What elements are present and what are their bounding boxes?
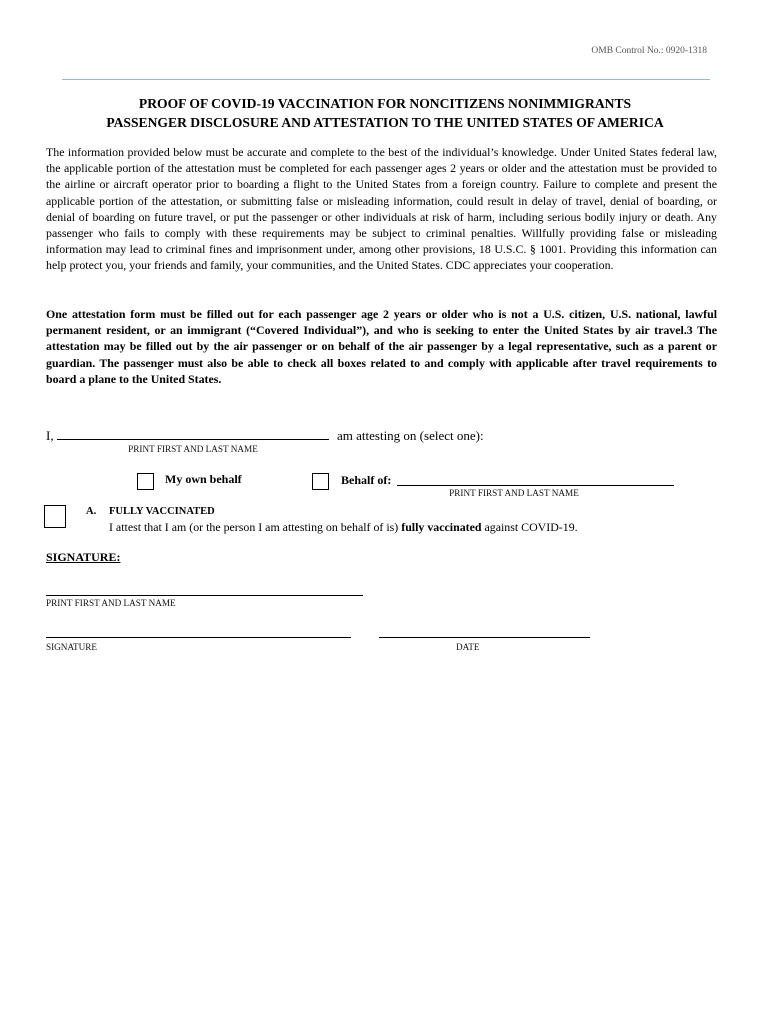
signature-heading: SIGNATURE:	[46, 550, 121, 564]
fully-vaccinated-checkbox[interactable]	[44, 505, 66, 528]
date-caption: DATE	[456, 642, 480, 652]
signature-caption: SIGNATURE	[46, 642, 98, 652]
instructions-paragraph: One attestation form must be filled out for each passenger age 2 years or older who is not a U.S. citizen, U.S. national, lawful permanent resident, or an immigrant (“Covered Individual”), and who is seeking to enter the United States by air travel.3 The attestation may be filled out by the air passenger or on behalf of the air passenger by a legal representative, such as a parent or guardian. The passenger must also be able to check all boxes related to and comply with applicable after travel requirements to board a plane to the United States.	[46, 307, 717, 386]
own-behalf-label: My own behalf	[165, 472, 242, 486]
attester-name-caption: PRINT FIRST AND LAST NAME	[128, 444, 258, 454]
own-behalf-checkbox[interactable]	[137, 473, 154, 490]
behalf-of-checkbox[interactable]	[312, 473, 329, 490]
form-title	[40, 94, 730, 132]
behalf-of-name-field[interactable]	[397, 485, 674, 486]
section-a-heading: FULLY VACCINATED	[109, 506, 215, 517]
form-title-line-1: PROOF OF COVID-19 VACCINATION FOR NONCITIZENS NONIMMIGRANTS	[138, 96, 632, 111]
print-name-caption: PRINT FIRST AND LAST NAME	[46, 598, 176, 608]
header-divider	[62, 79, 710, 80]
intro-paragraph: The information provided below must be accurate and complete to the best of the individual’s knowledge. Under United States federal law, the applicable portion of the attestation must be completed for each passenger ages 2 years or older and the attestation must be provided to the airline or aircraft operator prior to boarding a flight to the United States from a foreign country. Failure to complete and present the applicable portion of the attestation, or submitting false or misleading information, could result in delay of travel, denial of boarding, or denial of boarding on future travel, or put the passenger or other individuals at risk of harm, including serious bodily injury or death. Any passenger who fails to comply with these requirements may be subject to criminal penalties. Willfully providing false or misleading information may lead to criminal fines and imprisonment under, among other provisions, 18 U.S.C. § 1001. Providing this information can help protect you, your friends and family, your communities, and the United States. CDC appreciates your cooperation.	[46, 145, 717, 273]
omb-control-number: OMB Control No.: 0920-1318	[591, 46, 707, 56]
form-title-line-2: PASSENGER DISCLOSURE AND ATTESTATION TO THE UNITED STATES OF AMERICA	[106, 115, 664, 130]
print-name-field[interactable]	[46, 595, 363, 596]
behalf-of-label: Behalf of:	[341, 473, 392, 487]
signature-field[interactable]	[46, 637, 351, 638]
section-a-letter: A.	[86, 506, 97, 517]
date-field[interactable]	[379, 637, 590, 638]
fully-vaccinated-statement	[109, 520, 578, 535]
statement-text-bold: fully vaccinated	[401, 520, 482, 534]
attester-prefix: I,	[46, 428, 54, 443]
attesting-on-label: am attesting on (select one):	[337, 428, 484, 443]
statement-text-end: against COVID-19.	[484, 520, 578, 534]
attester-name-field[interactable]	[57, 439, 329, 440]
statement-text-start: I attest that I am (or the person I am attesting on behalf of is)	[109, 520, 399, 534]
behalf-of-name-caption: PRINT FIRST AND LAST NAME	[449, 488, 579, 498]
